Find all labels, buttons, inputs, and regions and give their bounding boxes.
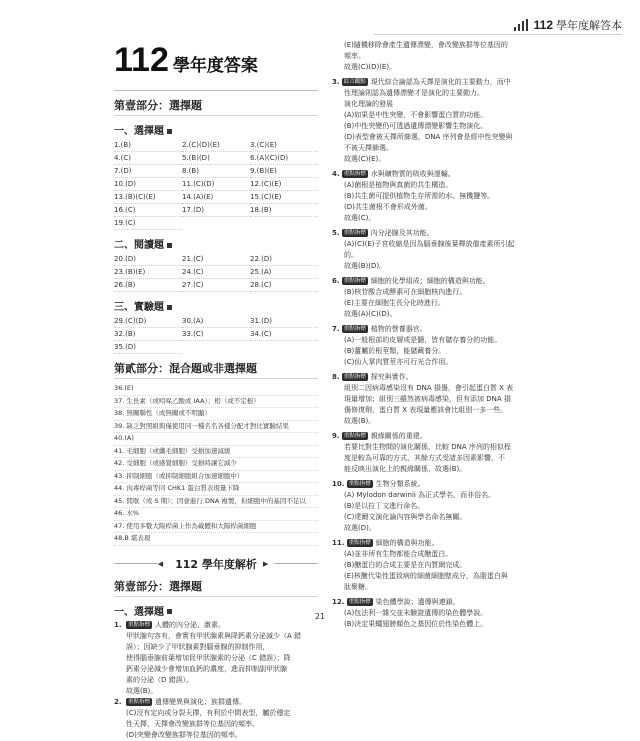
answer-item: 6.(A)(C)(D)	[250, 152, 318, 165]
explanation-line: (A)如果是中性突變，不會影響蛋白質的功能。	[344, 111, 488, 119]
explanation-3	[332, 77, 532, 165]
explanation-line: 組別二因病毒感染沒有 DNA 損傷，會引起蛋白質 X 表	[344, 384, 514, 392]
answer-item: 33.(C)	[182, 328, 250, 341]
answer-item: 20.(D)	[114, 253, 182, 266]
page-number: 21	[314, 612, 326, 621]
question-number: 7.	[332, 325, 340, 333]
exp-part-heading: 第壹部分：選擇題	[114, 578, 318, 597]
answer-item: 26.(B)	[114, 279, 182, 292]
sec2-heading-text: 二、閱讀題	[114, 240, 164, 251]
header-year: 112	[533, 18, 553, 32]
explanation-line: (A)(C)(E)子宮收縮是因為腦垂腺後葉釋放催產素所引起	[344, 240, 515, 248]
right-column	[332, 40, 532, 634]
answer-item: 13.(B)(C)(E)	[114, 191, 182, 204]
answer-item: 21.(C)	[182, 253, 250, 266]
explanation-line: 素的分泌（D 錯誤）。	[126, 675, 194, 684]
explanation-line: (D)共生菌根不會形成外菌。	[344, 203, 432, 211]
explanation-topic: 內分泌腺及其功能。	[370, 229, 434, 237]
answer-line: 37. 生長素（或吲哚乙酸或 IAA）；相（或不定根）	[114, 396, 318, 409]
square-bullet-icon	[167, 129, 172, 134]
key-point-badge: 重點指標	[128, 621, 151, 628]
sec2-heading	[114, 236, 318, 251]
header-title-text: 學年度解答本	[556, 19, 622, 32]
answer-item: 11.(C)(D)	[182, 178, 250, 191]
answer-line: 47. 使用多數大陽桿菌上作為載體和大陽桿菌細胞	[114, 521, 318, 534]
answer-line: 42. 受細胞（或感覺細胞）受損時讓它減少	[114, 458, 318, 471]
explanation-line: (C)沒有定向或分裂天擇，有利於中間表型，屬於穩定	[126, 708, 291, 717]
exp-sec-heading-text: 一、選擇題	[114, 606, 164, 618]
question-number: 6.	[332, 277, 340, 285]
banner-title: 112 學年度解析	[175, 557, 257, 571]
page-title	[114, 40, 318, 86]
answer-item: 30.(A)	[182, 315, 250, 328]
explanation-line: 傷修復劑，蛋白質 X 表現量應該會比組別一多一些。	[344, 406, 508, 414]
explanation-line: 故選(C)(E)。	[344, 155, 386, 163]
key-point-badge: 重點指標	[343, 374, 366, 380]
answer-line: 45. 間歇（或 S 期）；因會進行 DNA 複製，但細胞中的基因不足以	[114, 496, 318, 509]
key-point-badge: 重點指標	[348, 599, 371, 605]
key-point-badge: 重點指標	[343, 278, 366, 284]
analysis-banner	[114, 556, 318, 572]
answer-item: 17.(D)	[182, 204, 250, 217]
explanation-line: 現量增加；組別三雖然被病毒感染，但有添加 DNA 損	[344, 395, 511, 403]
square-bullet-icon	[167, 305, 172, 310]
answer-line: 48.B 堪表現	[114, 533, 318, 546]
question-number: 10.	[332, 480, 345, 488]
question-number: 2.	[114, 697, 122, 706]
header-rule	[374, 34, 622, 35]
answer-line: 44. 肉毒桿菌等同 CHK1 蛋白質表現量下降	[114, 483, 318, 496]
explanation-line: (A)並非所有生物都能合成醣蛋白。	[344, 550, 453, 558]
answer-item: 8.(B)	[182, 165, 250, 178]
banner-rule-left	[114, 563, 158, 564]
header-title	[534, 17, 622, 33]
explanation-line: 度是較為可靠的方式，其餘方式受諸多因素影響，不	[344, 454, 505, 462]
explanation-line: (B)中性突變仍可透過遺傳漂變影響生物演化。	[344, 122, 488, 130]
part2-answers	[114, 383, 318, 546]
header-bars-icon	[514, 19, 530, 31]
key-point-badge: 重點指標	[128, 698, 151, 705]
explanation-line: 故選(C)(D)(E)。	[344, 63, 397, 71]
explanation-line: 若要比對生物間的演化關係，比較 DNA 序列的相似程	[344, 443, 511, 451]
answer-item: 23.(B)(E)	[114, 266, 182, 279]
answer-line: 40.(A)	[114, 433, 318, 446]
explanation-line: (E)隨機移除會產生遺傳漂變，會改變族群等位基因的	[344, 41, 508, 49]
explanation-9	[332, 431, 532, 475]
left-column	[114, 40, 318, 741]
answer-item: 27.(C)	[182, 279, 250, 292]
key-point-badge: 重點指標	[343, 326, 366, 332]
answer-item: 29.(C)(D)	[114, 315, 182, 328]
explanation-topic: 探究與實作。	[370, 373, 413, 381]
answer-item: 2.(C)(D)(E)	[182, 139, 250, 152]
explanation-line: 的。	[344, 251, 358, 259]
explanation-topic: 現代綜合論認為天擇是演化的主要動力，而中	[370, 78, 511, 86]
explanation-line: 故選(B)。	[344, 417, 376, 425]
explanation-5	[332, 228, 532, 272]
explanation-line: (A) Mylodon darwinii 為正式學名，而非俗名。	[344, 491, 496, 499]
explanation-1	[114, 620, 318, 697]
key-point-badge: 綜合觀點	[343, 79, 366, 85]
sec1-heading-text: 一、選擇題	[114, 126, 164, 137]
explanation-line: (B)是以拉丁文進行命名。	[344, 502, 425, 510]
sec3-heading	[114, 298, 318, 313]
triangle-icon: ◀	[157, 559, 164, 568]
answer-item: 16.(C)	[114, 204, 182, 217]
explanation-line: (C)達爾文演化論內容與學名命名無關。	[344, 513, 467, 521]
question-number: 11.	[332, 539, 345, 547]
answer-grid-3	[114, 315, 318, 354]
answer-item: 18.(B)	[250, 204, 318, 217]
explanation-2	[114, 697, 318, 741]
title-year: 112	[114, 41, 169, 79]
explanation-line: 肽聚糖。	[344, 583, 372, 591]
question-number: 12.	[332, 598, 345, 606]
key-point-badge: 重點指標	[348, 481, 371, 487]
answer-grid-1	[114, 139, 318, 230]
answer-item: 12.(C)(E)	[250, 178, 318, 191]
answer-item: 14.(A)(E)	[182, 191, 250, 204]
question-number: 1.	[114, 620, 122, 629]
key-point-badge: 重點指標	[348, 540, 371, 546]
explanation-topic: 染色體學說；遺傳與連鎖。	[375, 598, 460, 606]
explanation-topic: 植物的營養器官。	[370, 325, 427, 333]
answer-grid-2	[114, 253, 318, 292]
question-number: 4.	[332, 170, 340, 178]
explanation-line: (B)醣蛋白的合成主要是在內質網完成。	[344, 561, 467, 569]
answer-item: 4.(C)	[114, 152, 182, 165]
explanation-topic: 人體的內分泌、激素。	[155, 620, 226, 629]
explanation-line: 誤）；因缺少了甲狀腺素對腦垂腺的抑制作用，	[126, 642, 270, 651]
explanation-line: (A)菌根是植物與真菌的共生構造。	[344, 181, 453, 189]
continued-explanation	[332, 40, 532, 73]
explanation-line: (E)主要在細胞生長分化時進行。	[344, 299, 445, 307]
explanation-4	[332, 169, 532, 224]
explanation-8	[332, 372, 532, 427]
answer-line: 39. 缺乏對照組與僅使用同一種名名各樣分配才對比實驗結果	[114, 421, 318, 434]
explanation-topic: 細胞的化學組成；細胞的構造與功能。	[370, 277, 490, 285]
question-number: 8.	[332, 373, 340, 381]
answer-item: 24.(C)	[182, 266, 250, 279]
running-header	[514, 12, 622, 38]
answer-item: 31.(D)	[250, 315, 318, 328]
explanation-line: (B)共生菌可提供植物生存所需的水、無機鹽等。	[344, 192, 495, 200]
explanation-line: (A)包法利一雜交並未驗證遺傳的染色體學說。	[344, 609, 488, 617]
key-point-badge: 重點指標	[343, 433, 366, 439]
explanation-line: (C)仙人掌肉質莖亦可行光合作用。	[344, 358, 453, 366]
part2-heading: 第貳部分：混合題或非選擇題	[114, 360, 318, 379]
answer-item: 15.(C)(E)	[250, 191, 318, 204]
answer-item: 1.(B)	[114, 139, 182, 152]
answer-item: 9.(B)(E)	[250, 165, 318, 178]
sec1-heading	[114, 122, 318, 137]
explanation-topic: 細胞的構造與功能。	[375, 539, 439, 547]
answer-item: 32.(B)	[114, 328, 182, 341]
explanation-topic: 遺傳變異與演化；族群遺傳。	[155, 697, 247, 706]
sec3-heading-text: 三、實驗題	[114, 302, 164, 313]
answer-item: 7.(D)	[114, 165, 182, 178]
explanation-7	[332, 324, 532, 368]
answer-item: 28.(C)	[250, 279, 318, 292]
explanation-line: 故選(C)。	[344, 214, 376, 222]
answer-item: 35.(D)	[114, 341, 182, 354]
explanation-line: 能反映出演化上的親緣關係，故選(B)。	[344, 465, 467, 473]
key-point-badge: 重點指標	[343, 171, 366, 177]
explanation-line: 使得腦垂腺前葉增加促甲狀腺素的分泌（C 錯誤）；降	[126, 653, 291, 662]
answer-item: 19.(C)	[114, 217, 182, 230]
explanation-line: (E)核醣代染性蛋致病的細菌細胞壁成分，為脂蛋白與	[344, 572, 508, 580]
explanation-11	[332, 538, 532, 593]
explanation-topic: 生物分類系統。	[375, 480, 425, 488]
explanation-line: (B)薑屬於根莖類，能儲藏養分。	[344, 347, 446, 355]
explanation-line: (B)核苷酸合成酵素可在細胞核內進行。	[344, 288, 467, 296]
explanation-line: 甲狀腺句容有，會實有甲狀腺素與降鈣素分泌減少（A 錯	[126, 631, 302, 640]
explanation-6	[332, 276, 532, 320]
answer-line: 41. 毛細胞（或纖毛細胞）受損加速減緩	[114, 446, 318, 459]
answer-line: 43. 抑制細胞（或抑制細胞組合加速細胞中）	[114, 471, 318, 484]
explanation-line: 故選(B)(D)。	[344, 262, 387, 270]
answer-line: 46. 水%	[114, 508, 318, 521]
answer-line: 38. 無關聯性（或無關或不明顯）	[114, 408, 318, 421]
explanation-line: 性天擇，天擇會改變族群等位基因的頻率。	[126, 719, 259, 728]
explanation-line: (B)決定果蠅翅膀顏色之基因位於性染色體上。	[344, 620, 488, 628]
explanation-line: (D)表型會被天擇所篩選，DNA 序列會是經中性突變與	[344, 133, 513, 141]
triangle-icon: ▶	[262, 559, 269, 568]
explanation-10	[332, 479, 532, 534]
question-number: 9.	[332, 432, 340, 440]
square-bullet-icon	[167, 243, 172, 248]
question-number: 5.	[332, 229, 340, 237]
answer-item: 22.(D)	[250, 253, 318, 266]
explanation-line: 頻率。	[344, 52, 365, 60]
explanation-line: (A)一般根部的皮層或是髓，皆有儲存養分的功能。	[344, 336, 502, 344]
explanation-line: 演化理論的發展	[344, 100, 393, 108]
banner-rule-right	[274, 563, 318, 564]
answer-item: 5.(B)(D)	[182, 152, 250, 165]
explanation-line: (D)突變會改變族群等位基因的頻率。	[126, 730, 242, 739]
part1-heading: 第壹部分：選擇題	[114, 97, 318, 116]
explanation-line: 不被天擇篩選。	[344, 144, 393, 152]
answer-line: 36.(E)	[114, 383, 318, 396]
explanation-line: 鈣素分泌減少會增加血鈣的濃度，進而抑制副甲狀腺	[126, 664, 287, 673]
title-text: 學年度答案	[172, 56, 258, 76]
key-point-badge: 重點指標	[343, 230, 366, 236]
answer-item: 3.(C)(E)	[250, 139, 318, 152]
answer-item: 34.(C)	[250, 328, 318, 341]
explanation-topic: 水與礦物質的吸收與運輸。	[370, 170, 455, 178]
explanation-line: 故選(B)。	[126, 686, 158, 695]
explanation-line: 故選(A)(C)(D)。	[344, 310, 397, 318]
answer-item: 25.(A)	[250, 266, 318, 279]
explanation-line: 性理論則認為遺傳漂變才是演化的主要動力。	[344, 89, 484, 97]
answer-item: 10.(D)	[114, 178, 182, 191]
title-rule	[114, 90, 318, 91]
explanation-line: 故選(D)。	[344, 524, 376, 532]
question-number: 3.	[332, 78, 340, 86]
explanation-topic: 親緣關係的重建。	[370, 432, 427, 440]
